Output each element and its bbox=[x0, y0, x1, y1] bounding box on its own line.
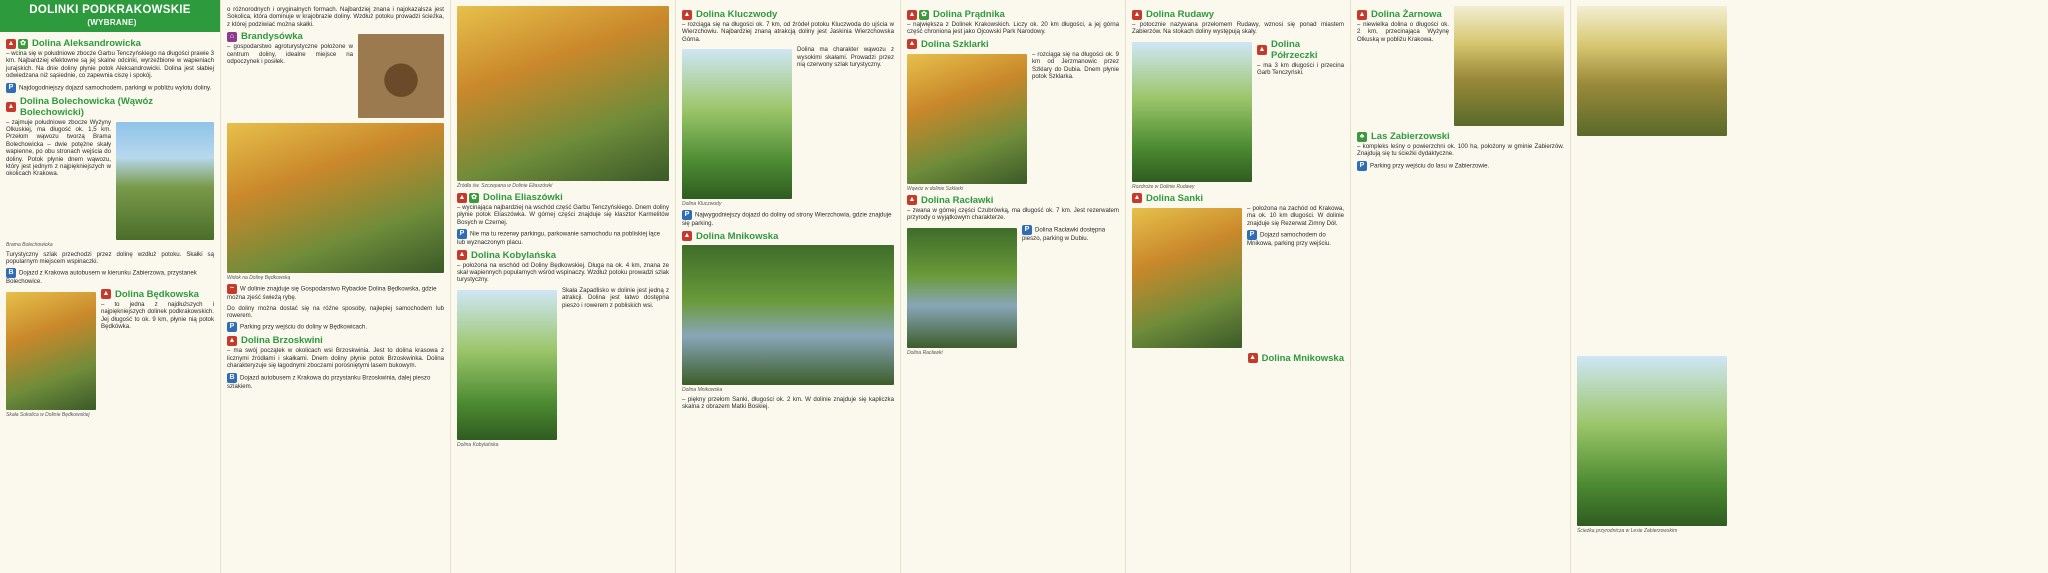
banner-title: DOLINKI PODKRAKOWSKIE bbox=[29, 4, 191, 16]
section-title: Dolina Prądnika bbox=[933, 9, 1005, 20]
section-title: Dolina Mnikowska bbox=[1261, 352, 1344, 364]
section-title: Las Zabierzowski bbox=[1371, 131, 1450, 142]
trail-icon: ▲ bbox=[7, 102, 15, 110]
photo-kobylanska bbox=[457, 290, 557, 440]
nature-icon: ✿ bbox=[18, 39, 28, 49]
section-title: Dolina Bolechowicka (Wąwóz Bolechowicki) bbox=[20, 95, 154, 118]
section-title: Dolina Rudawy bbox=[1146, 9, 1215, 20]
trail-icon: ▲ bbox=[1133, 194, 1141, 202]
trail-icon: ▲ bbox=[1258, 45, 1266, 53]
trail-icon: ▲ bbox=[458, 251, 466, 259]
photo-caption: Dolina Kobylańska bbox=[457, 441, 499, 448]
info-note: B Dojazd z Krakowa autobusem w kierunku Zabierzowa, przystanek Bolechowice. bbox=[6, 269, 197, 286]
section-heading bbox=[1357, 131, 1564, 142]
paragraph: Turystyczny szlak przechodzi przez dolinę wzdłuż potoku. Skałki są popularnym miejscem wspinaczki. bbox=[6, 250, 214, 266]
forest-icon: ♣ bbox=[1357, 132, 1367, 142]
section-heading bbox=[1132, 353, 1344, 364]
parking-icon: P bbox=[1357, 161, 1367, 171]
photo-szklarka bbox=[907, 54, 1027, 184]
paragraph: – zajmuje południowe zbocze Wyżyny Olkuskiej, ma długość ok. 1,5 km. Przełom wąwozu tworzą Brama Bolechowicka – dwie potężne skały wapienne, po obu stronach wejścia do doliny. Potok płynie dnem wąwozu, który jest jednym z najpiękniejszych w okolicach Krakowa. bbox=[6, 118, 111, 178]
column-8 bbox=[1570, 0, 2048, 573]
photo-forest-path bbox=[1577, 6, 1727, 136]
photo-caption: Ścieżka przyrodnicza w Lesie Zabierzowskim bbox=[1577, 528, 1678, 534]
section-heading bbox=[907, 39, 1119, 50]
trail-icon: ▲ bbox=[1249, 354, 1257, 362]
section-heading bbox=[1132, 193, 1344, 204]
trail-icon: ▲ bbox=[683, 232, 691, 240]
photo-caption: Dolina Mnikowska bbox=[682, 386, 723, 393]
photo-sokolica-rock bbox=[6, 292, 96, 410]
section-title: Dolina Mnikowska bbox=[696, 230, 779, 242]
paragraph: Dolina ma charakter wąwozu z wysokimi skałami. Prowadzi przez nią czerwony szlak turystyczny. bbox=[797, 46, 894, 69]
section-heading bbox=[227, 31, 353, 42]
column-2 bbox=[220, 0, 450, 573]
parking-icon: P bbox=[6, 83, 16, 93]
photo-caption: Widok na Dolinę Będkowską bbox=[227, 275, 291, 282]
section-title: Dolina Aleksandrowicka bbox=[32, 38, 141, 49]
section-heading bbox=[6, 96, 214, 118]
trail-icon: ▲ bbox=[683, 10, 691, 18]
column-6 bbox=[1125, 0, 1350, 573]
section-title: Dolina Brzoskwini bbox=[241, 335, 323, 347]
fish-icon: ~ bbox=[227, 284, 237, 294]
trail-icon: ▲ bbox=[908, 40, 916, 48]
section-heading bbox=[1257, 39, 1344, 61]
section-heading bbox=[457, 250, 669, 261]
paragraph: Skała Zapadlisko w dolinie jest jedną z atrakcji. Dolina jest łatwo dostępna pieszo i rowerem z pobliskich wsi. bbox=[562, 286, 669, 309]
info-note: P Najdogodniejszy dojazd samochodem, parkingi w pobliżu wylotu doliny. bbox=[6, 83, 214, 93]
photo-sanka bbox=[1132, 208, 1242, 348]
trail-icon: ▲ bbox=[7, 39, 15, 47]
section-title: Dolina Kluczwody bbox=[696, 9, 778, 20]
bus-icon: B bbox=[227, 373, 237, 383]
paragraph: – największa z Dolinek Krakowskich. Liczy ok. 20 km długości, a jej górna część chroniona jest jako Ojcowski Park Narodowy. bbox=[907, 21, 1119, 36]
paragraph: – potocznie nazywana przełomem Rudawy, wznosi się ponad miastem Zabierzów. Na stokach doliny występują skały. bbox=[1132, 21, 1344, 36]
section-title: Dolina Półrzeczki bbox=[1271, 38, 1318, 61]
info-note: P Parking przy wejściu do doliny w Będkowicach. bbox=[227, 322, 444, 332]
paragraph: – to jedna z najdłuższych i najpiękniejszych dolinek podkrakowskich. Jej długość to ok. 9 km, płynie nią potok Będkówka. bbox=[101, 300, 214, 331]
column-1 bbox=[0, 0, 220, 573]
paragraph: – rozciąga się na długości ok. 9 km od Jerzmanowic przez Szklary do Dubia. Dnem płynie potok Szklarka. bbox=[1032, 50, 1119, 81]
nature-icon: ✿ bbox=[469, 193, 479, 203]
section-title: Dolina Kobylańska bbox=[471, 249, 556, 261]
photo-caption: Skała Sokolica w Dolinie Będkowskiej bbox=[6, 411, 90, 418]
paragraph: – położona na wschód od Doliny Będkowskiej. Długa na ok. 4 km, znana ze skał wapiennych popularnych wśród wspinaczy. Wzdłuż potoku prowadzi szlak turystyczny. bbox=[457, 261, 669, 284]
trail-icon: ▲ bbox=[458, 193, 466, 201]
column-5 bbox=[900, 0, 1125, 573]
trail-icon: ▲ bbox=[1358, 10, 1366, 18]
section-title: Dolina Będkowska bbox=[115, 288, 199, 300]
paragraph: – piękny przełom Sanki, długości ok. 2 km. W dolinie znajduje się kapliczka skalna z obrazem Matki Boskiej. bbox=[682, 395, 894, 411]
photo-zarnowa bbox=[1454, 6, 1564, 126]
paragraph: – wcina się w południowe zbocze Garbu Tenczyńskiego na długości prawie 3 km. Najbardziej efektowne są jej skalne odcinki, wyrzeźbione w wapieniach jurajskich. Na dnie doliny płynie potok Aleksandrowicki. Dolina jest słabiej odwiedzana niż sąsiednie, co zapewnia ciszę i spokój. bbox=[6, 50, 214, 80]
info-note: P Nie ma tu rezerwy parkingu, parkowanie samochodu na pobliskiej łące lub wyznaczonym placu. bbox=[457, 230, 661, 247]
paragraph: – wycinająca najbardziej na wschód część Garbu Tenczyńskiego. Dnem doliny płynie potok Eliaszówka. W górnej części znajduje się klasztor Karmelitów Bosych w Czernej. bbox=[457, 204, 669, 226]
bus-icon: B bbox=[6, 268, 16, 278]
paragraph: – zwana w górnej części Czubrówką, ma długość ok. 7 km. Jest rezerwatem przyrody o wyjątkowym charakterze. bbox=[907, 206, 1119, 222]
parking-icon: P bbox=[682, 210, 692, 220]
photo-caption: Rozdroże w Dolinie Rudawy bbox=[1132, 183, 1195, 190]
section-title: Dolina Eliaszówki bbox=[483, 192, 563, 203]
paragraph: Do doliny można dostać się na różne sposoby, najlepiej samochodem lub rowerem. bbox=[227, 304, 444, 320]
photo-caption: Źródła św. Szczepana w Dolinie Eliaszówki bbox=[457, 183, 553, 189]
photo-raclawka bbox=[907, 228, 1017, 348]
section-heading bbox=[682, 9, 894, 20]
photo-caption: Dolina Kluczwody bbox=[682, 201, 722, 208]
info-note: P Parking przy wejściu do lasu w Zabierzowie. bbox=[1357, 161, 1564, 171]
paragraph: – położona na zachód od Krakowa, ma ok. 10 km długości. W dolinie znajduje się Rezerwat Zimny Dół. bbox=[1247, 204, 1344, 227]
column-4 bbox=[675, 0, 900, 573]
parking-icon: P bbox=[1247, 230, 1257, 240]
section-heading bbox=[907, 9, 1119, 20]
photo-kluczwody bbox=[682, 49, 792, 199]
paragraph: o różnorodnych i oryginalnych formach. Najbardziej znana i najokazalsza jest Sokolica, która dominuje w krajobrazie doliny. Wzdłuż potoku prowadzi ścieżka, z której podziwiać można skałki. bbox=[227, 6, 444, 28]
section-heading bbox=[457, 192, 669, 203]
parking-icon: P bbox=[1022, 225, 1032, 235]
photo-heart-tree bbox=[358, 34, 444, 118]
trail-icon: ▲ bbox=[228, 336, 236, 344]
section-heading bbox=[682, 231, 894, 242]
photo-caption: Brama Bolechowicka bbox=[6, 241, 53, 248]
photo-zabierzow-forest bbox=[1577, 356, 1727, 526]
photo-bolechowice-gate bbox=[116, 122, 214, 240]
paragraph: – gospodarstwo agroturystyczne położone w centrum doliny, idealne miejsce na odpoczynek i posiłek. bbox=[227, 43, 353, 66]
photo-caption: Wąwóz w dolinie Szklarki bbox=[907, 185, 964, 192]
section-heading bbox=[1132, 9, 1344, 20]
section-heading bbox=[907, 195, 1119, 206]
section-title: Brandysówka bbox=[241, 31, 303, 43]
trail-icon: ▲ bbox=[908, 196, 916, 204]
trail-icon: ▲ bbox=[1133, 10, 1141, 18]
nature-icon: ✿ bbox=[919, 10, 929, 20]
section-heading bbox=[101, 289, 214, 300]
photo-rudawa-crossroads bbox=[1132, 42, 1252, 182]
paragraph: – niewielka dolina o długości ok. 2 km, przecinająca Wyżynę Olkuską w pobliżu Krakowa. bbox=[1357, 21, 1449, 43]
info-note: ~ W dolinie znajduje się Gospodarstwo Rybackie Dolina Będkowska, gdzie można zjeść świeżą rybę. bbox=[227, 285, 437, 302]
trail-icon: ▲ bbox=[102, 290, 110, 298]
photo-caption: Dolina Racławki bbox=[907, 349, 943, 356]
parking-icon: P bbox=[457, 229, 467, 239]
info-note: P Najwygodniejszy dojazd do doliny od strony Wierzchowia, gdzie znajduje się parking. bbox=[682, 211, 892, 228]
photo-mnikowska bbox=[682, 245, 894, 385]
paragraph: – ma 3 km długości i przecina Garb Tenczyński. bbox=[1257, 61, 1344, 77]
food-icon: ⌂ bbox=[227, 32, 237, 42]
info-note: P Dolina Racławki dostępna pieszo, parking w Dubiu. bbox=[1022, 225, 1106, 242]
section-heading bbox=[6, 38, 214, 49]
section-heading bbox=[1357, 9, 1449, 20]
section-title: Dolina Sanki bbox=[1146, 192, 1204, 204]
column-3 bbox=[450, 0, 675, 573]
paragraph: – kompleks leśny o powierzchni ok. 100 ha, położony w gminie Zabierzów. Znajdują się tu ścieżki dydaktyczne. bbox=[1357, 143, 1564, 158]
photo-eliaszowka bbox=[457, 6, 669, 181]
column-7 bbox=[1350, 0, 1570, 573]
banner-subtitle: (WYBRANE) bbox=[87, 18, 137, 27]
paragraph: – ma swój początek w okolicach wsi Brzoskwinia. Jest to dolina krasowa z licznymi źródłami i skałkami. Dnem doliny płynie potok Brzoskwinka. Dolina charakteryzuje się łagodnymi zboczami porośniętymi lasem bukowym. bbox=[227, 347, 444, 370]
section-title: Dolina Szklarki bbox=[921, 38, 989, 50]
info-note: B Dojazd autobusem z Krakowa do przystanku Brzoskwinia, dalej pieszo szlakiem. bbox=[227, 373, 431, 390]
section-title: Dolina Żarnowa bbox=[1371, 9, 1442, 20]
photo-bedkowska-view bbox=[227, 123, 444, 273]
paragraph: – rozciąga się na długości ok. 7 km, od źródeł potoku Kluczwoda do ujścia w Wierzchowiu. Najbardziej znaną atrakcją doliny jest Jaskinia Wierzchowska Górna. bbox=[682, 21, 894, 43]
banner bbox=[0, 0, 220, 32]
parking-icon: P bbox=[227, 322, 237, 332]
info-note: P Dojazd samochodem do Mnikowa, parking przy wejściu. bbox=[1247, 231, 1331, 248]
section-title: Dolina Racławki bbox=[921, 194, 994, 206]
section-heading bbox=[227, 335, 444, 346]
trail-icon: ▲ bbox=[908, 10, 916, 18]
